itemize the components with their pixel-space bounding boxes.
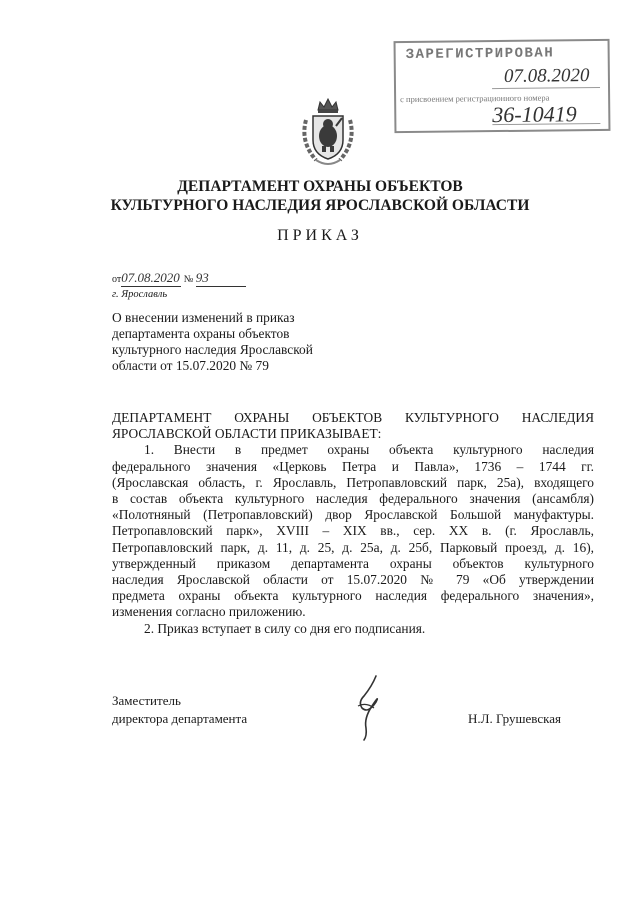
order-number-sign: №: [183, 274, 194, 285]
registration-stamp: [394, 39, 611, 133]
subject-line: культурного наследия Ярославской: [112, 342, 313, 357]
department-name-line1: ДЕПАРТАМЕНТ ОХРАНЫ ОБЪЕКТОВ: [177, 178, 463, 195]
signer-position-line: Заместитель: [112, 693, 181, 708]
stamp-caption: с присвоением регистрационного номера: [400, 92, 550, 105]
order-from-prefix: от: [112, 274, 122, 285]
body-line: наследия Ярославской области от 15.07.2020 № 79 «Об утверждении: [112, 572, 594, 588]
subject-line: департамента охраны объектов: [112, 326, 290, 341]
subject-line: области от 15.07.2020 № 79: [112, 358, 269, 373]
body-line: Петропавловский парк, д. 11, д. 25, д. 25а, д. 25б, Парковый проезд, д. 16),: [112, 539, 594, 555]
body-line: в состав объекта культурного наследия федерального значения (ансамбля): [112, 491, 594, 507]
body-line: федерального значения «Церковь Петра и Павла», 1736 – 1744 гг.: [112, 458, 594, 474]
body-line: Петропавловский парк», XVIII – XIX вв., сер. XX в. (г. Ярославль,: [112, 523, 594, 539]
body-line: (Ярославская область, г. Ярославль, Петропавловский парк, 25а), входящего: [112, 474, 594, 490]
department-name-line2: КУЛЬТУРНОГО НАСЛЕДИЯ ЯРОСЛАВСКОЙ ОБЛАСТИ: [110, 197, 530, 214]
body-line: предмета охраны объекта культурного наследия федерального значения»,: [112, 588, 594, 604]
document-title: ПРИКАЗ: [277, 227, 363, 244]
body-line: ДЕПАРТАМЕНТ ОХРАНЫ ОБЪЕКТОВ КУЛЬТУРНОГО НАСЛЕДИЯ: [112, 410, 594, 425]
body-line: 2. Приказ вступает в силу со дня его подписания.: [144, 620, 426, 636]
signer-name: Н.Л. Грушевская: [468, 711, 561, 726]
body-line: 1. Внести в предмет охраны объекта культурного наследия: [144, 442, 594, 458]
order-subject: [112, 310, 313, 374]
order-date: 07.08.2020: [121, 270, 180, 285]
stamp-date: 07.08.2020: [503, 65, 590, 87]
signer-position-line: директора департамента: [112, 711, 248, 726]
stamp-title: ЗАРЕГИСТРИРОВАН: [405, 45, 555, 64]
signer-position: [112, 692, 247, 728]
body-line: ЯРОСЛАВСКОЙ ОБЛАСТИ ПРИКАЗЫВАЕТ:: [112, 426, 382, 442]
coat-of-arms-icon: [296, 96, 360, 170]
order-body: [112, 410, 594, 637]
subject-line: О внесении изменений в приказ: [112, 310, 295, 325]
order-date-number: [112, 270, 246, 287]
order-number: 93: [196, 270, 246, 287]
body-line: «Полотняный (Петропавловский) двор Ярославской Большой мануфактуры.: [112, 507, 594, 523]
stamp-number: 36-10419: [492, 101, 577, 128]
body-line: изменения согласно приложению.: [112, 604, 306, 620]
body-line: утвержденный приказом департамента охраны объектов культурного: [112, 555, 594, 571]
handwritten-signature-icon: [346, 672, 386, 742]
order-city: г. Ярославль: [112, 289, 168, 300]
